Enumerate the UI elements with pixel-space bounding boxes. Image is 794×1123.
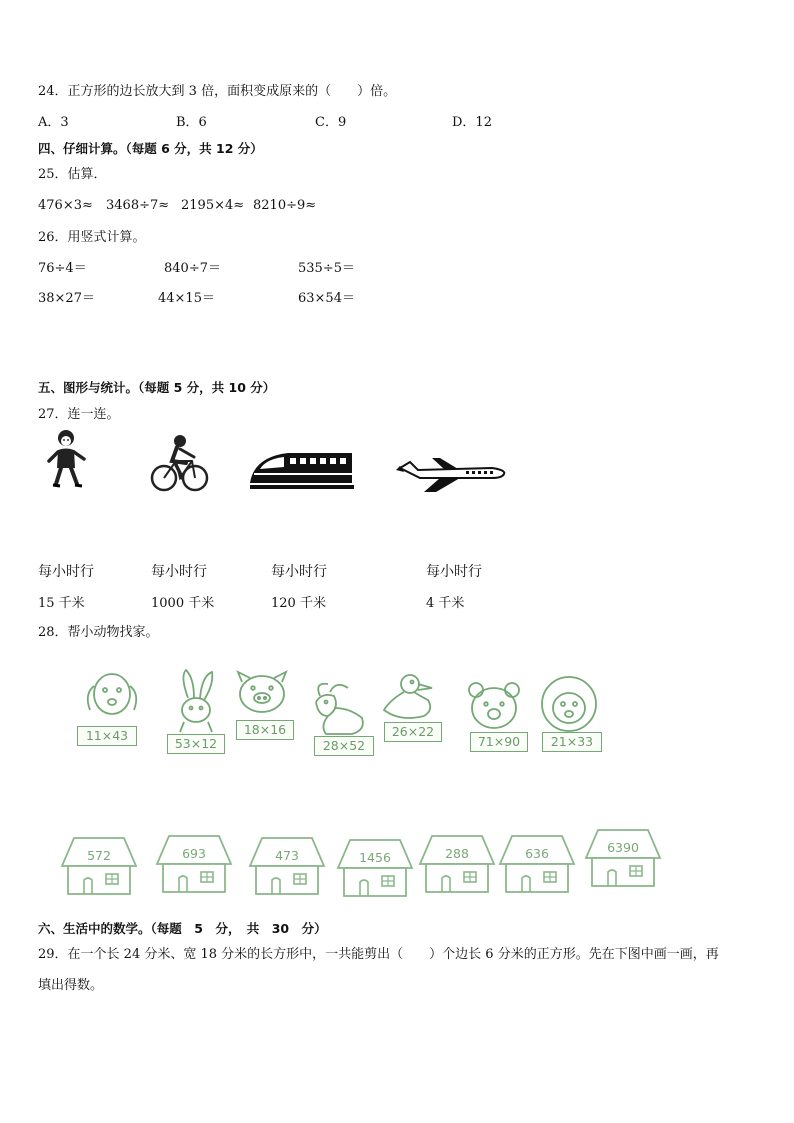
bear-icon (466, 680, 522, 732)
q27-speed-4: 4 千米 (426, 596, 465, 611)
q27-speed-label-1: 每小时行 (38, 564, 94, 580)
q24-option-a: A．3 (38, 115, 69, 130)
house-7-number: 6390 (607, 840, 639, 855)
q27-speed-label-4: 每小时行 (426, 564, 482, 580)
q24-option-c: C．9 (315, 115, 347, 130)
monkey-sign: 21×33 (542, 732, 602, 752)
section4-title: 四、仔细计算。（每题 6 分，共 12 分） (38, 141, 263, 156)
goat-sign: 28×52 (314, 736, 374, 756)
pig-icon (234, 668, 290, 718)
q26-r1-3: 535÷5＝ (298, 261, 355, 276)
house-7 (584, 828, 662, 888)
house-4-number: 1456 (359, 850, 391, 865)
q29-line2: 填出得数。 (38, 978, 104, 993)
q24-option-d: D．12 (452, 115, 492, 130)
q25-item-4: 8210÷9≈ (253, 198, 317, 213)
train-icon (248, 445, 356, 491)
q24-option-b: B．6 (176, 115, 207, 130)
section5-title: 五、图形与统计。（每题 5 分，共 10 分） (38, 380, 276, 395)
q27-speed-1: 15 千米 (38, 596, 85, 611)
house-1-number: 572 (87, 848, 111, 863)
house-3-number: 473 (275, 848, 299, 863)
q26-r2-2: 44×15＝ (158, 291, 215, 306)
q25-item-2: 3468÷7≈ (106, 198, 170, 213)
monkey-icon (538, 674, 600, 734)
q25-stem: 25．估算． (38, 167, 107, 182)
q28-stem: 28．帮小动物找家。 (38, 625, 159, 640)
section6-title: 六、生活中的数学。（每题 5 分， 共 30 分） (38, 921, 327, 936)
dog-sign: 11×43 (77, 726, 137, 746)
house-5 (418, 834, 496, 894)
q27-speed-label-2: 每小时行 (151, 564, 207, 580)
house-6 (498, 834, 576, 894)
q27-stem: 27．连一连。 (38, 407, 120, 422)
pig-sign: 18×16 (236, 720, 294, 740)
duck-sign: 26×22 (384, 722, 442, 742)
q29-line1: 29．在一个长 24 分米、宽 18 分米的长方形中，一共能剪出（ ）个边长 6 分米的正方形。先在下图中画一画，再 (38, 947, 719, 962)
q26-r2-1: 38×27＝ (38, 291, 95, 306)
goat-icon (306, 678, 372, 738)
q27-speed-3: 120 千米 (271, 596, 326, 611)
q26-r2-3: 63×54＝ (298, 291, 355, 306)
cyclist-icon (150, 433, 210, 495)
q26-r1-2: 840÷7＝ (164, 261, 221, 276)
q25-item-3: 2195×4≈ (181, 198, 245, 213)
airplane-icon (396, 450, 508, 494)
house-5-number: 288 (445, 846, 469, 861)
house-4 (336, 838, 414, 898)
q26-stem: 26．用竖式计算。 (38, 230, 146, 245)
bear-sign: 71×90 (470, 732, 528, 752)
q27-speed-2: 1000 千米 (151, 596, 215, 611)
duck-icon (380, 670, 446, 724)
house-2-number: 693 (182, 846, 206, 861)
q25-item-1: 476×3≈ (38, 198, 93, 213)
house-3 (248, 836, 326, 896)
house-6-number: 636 (525, 846, 549, 861)
q24-stem: 24．正方形的边长放大到 3 倍，面积变成原来的（ ）倍。 (38, 84, 397, 99)
house-2 (155, 834, 233, 894)
house-1 (60, 836, 138, 896)
walking-child-icon (44, 428, 90, 492)
dog-icon (80, 668, 142, 724)
q27-speed-label-3: 每小时行 (271, 564, 327, 580)
rabbit-sign: 53×12 (167, 734, 225, 754)
rabbit-icon (170, 668, 222, 734)
q26-r1-1: 76÷4＝ (38, 261, 87, 276)
